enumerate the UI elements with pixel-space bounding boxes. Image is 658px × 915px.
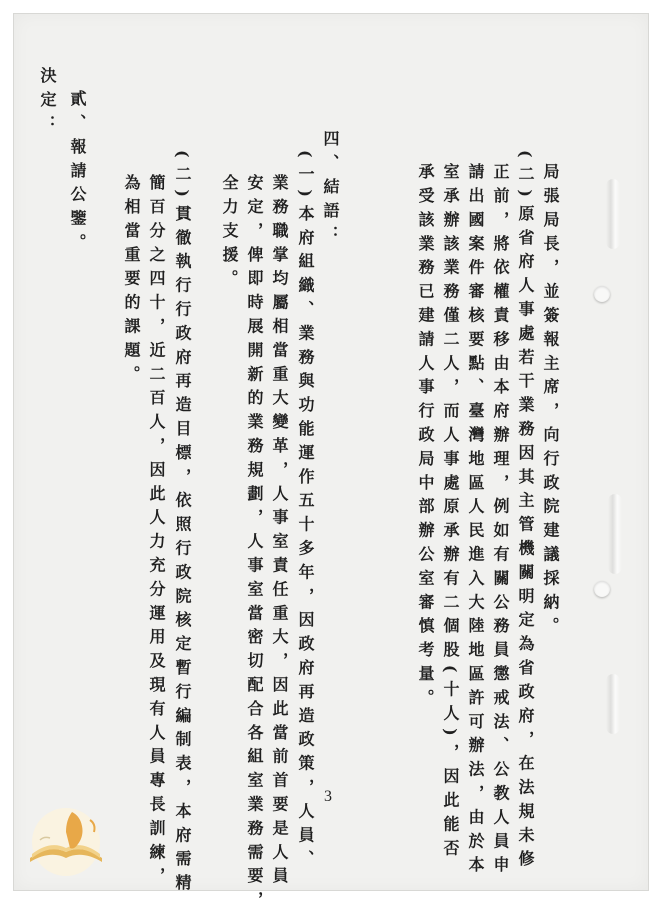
text-column-decision: 決定： bbox=[38, 67, 57, 139]
text-column: 局張局長，並簽報主席，向行政院建議採納。 bbox=[541, 163, 560, 641]
text-column: (一)本府組織、業務與功能運作五十多年，因政府再造政策，人員、 bbox=[296, 150, 315, 875]
paper-crease bbox=[606, 179, 620, 249]
text-column: 簡百分之四十，近二百人，因此人力充分運用及現有人員專長訓練， bbox=[147, 174, 166, 891]
page-number: 3 bbox=[324, 788, 332, 805]
book-map-logo-icon bbox=[20, 800, 112, 882]
document-sheet bbox=[13, 13, 649, 915]
punch-hole bbox=[594, 286, 610, 302]
text-column: 請出國案件審核要點、臺灣地區人民進入大陸地區許可辦法，由於本 bbox=[466, 163, 485, 880]
punch-hole bbox=[594, 581, 610, 597]
text-column: 承受該業務已建請人事行政局中部辦公室審慎考量。 bbox=[416, 163, 435, 713]
text-column: (二)貫徹執行行政府再造目標，依照行政院核定暫行編制表，本府需精 bbox=[173, 150, 192, 898]
text-column: 全力支援。 bbox=[220, 174, 239, 294]
text-column: 為相當重要的課題。 bbox=[122, 174, 141, 390]
text-column-conclusion-heading: 四、結語： bbox=[321, 130, 340, 250]
text-column: 室承辦該業務僅二人，而人事處原承辦有二個股(十人)，因此能否 bbox=[441, 163, 460, 864]
text-column: 正前，將依權責移由本府辦理，例如有關公務員懲戒法、公教人員申 bbox=[491, 163, 510, 880]
text-column-report: 貳、報請公鑒。 bbox=[68, 90, 87, 258]
text-column: 業務職掌均屬相當重大變革，人事室責任重大，因此當前首要是人員 bbox=[270, 174, 289, 891]
text-column: (二)原省府人事處若干業務因其主管機關明定為省政府，在法規未修 bbox=[516, 150, 535, 875]
paper-crease bbox=[608, 494, 622, 574]
paper-crease bbox=[606, 674, 620, 734]
text-column: 安定，俾即時展開新的業務規劃，人事室當密切配合各組室業務需要， bbox=[245, 174, 264, 915]
